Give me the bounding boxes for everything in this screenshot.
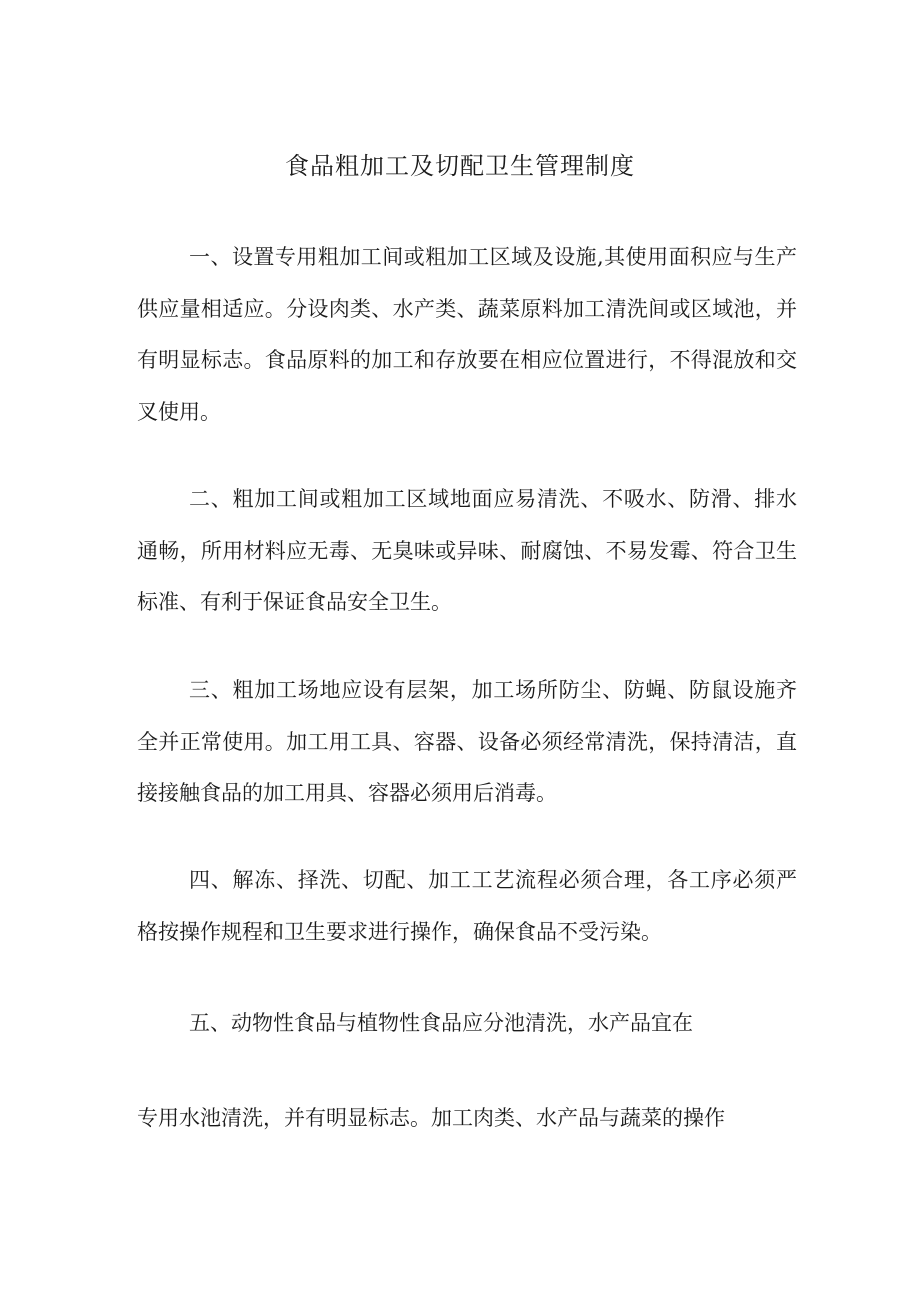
paragraph-5-line-2: 专用水池清洗，并有明显标志。加工肉类、水产品与蔬菜的操作 bbox=[137, 1106, 725, 1130]
paragraph-5-line-1: 五、动物性食品与植物性食品应分池清洗，水产品宜在 bbox=[189, 1011, 693, 1035]
paragraph-3: 三、粗加工场地应设有层架，加工场所防尘、防蝇、防鼠设施齐全并正常使用。加工用工具、容器、设备必须经常清洗，保持清洁，直接接触食品的加工用具、容器必须用后消毒。 bbox=[137, 678, 797, 805]
paragraph-4: 四、解冻、择洗、切配、加工工艺流程必须合理，各工序必须严格按操作规程和卫生要求进行操作，确保食品不受污染。 bbox=[137, 868, 797, 944]
document-title: 食品粗加工及切配卫生管理制度 bbox=[285, 152, 635, 180]
paragraph-1: 一、设置专用粗加工间或粗加工区域及设施,其使用面积应与生产供应量相适应。分设肉类、水产类、蔬菜原料加工清洗间或区域池，并有明显标志。食品原料的加工和存放要在相应位置进行，不得混放和交叉使用。 bbox=[137, 245, 797, 424]
paragraph-2: 二、粗加工间或粗加工区域地面应易清洗、不吸水、防滑、排水通畅，所用材料应无毒、无臭味或异味、耐腐蚀、不易发霉、符合卫生标准、有利于保证食品安全卫生。 bbox=[137, 487, 797, 614]
